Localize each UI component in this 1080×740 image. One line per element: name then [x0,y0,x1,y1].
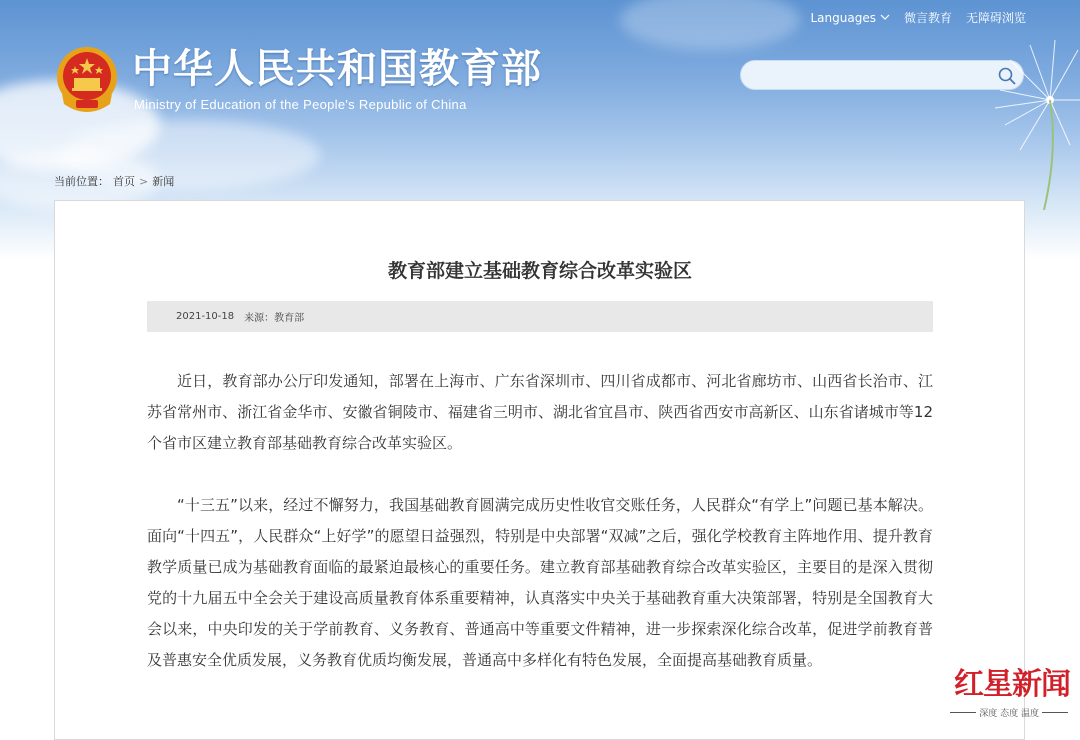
national-emblem-icon[interactable] [54,44,120,114]
site-title[interactable]: 中华人民共和国教育部 [132,46,542,92]
dandelion-decoration [970,30,1080,210]
breadcrumb-current[interactable]: 新闻 [152,175,175,188]
chevron-down-icon [880,14,890,21]
top-links [810,9,1026,26]
article-source: 来源：教育部 [244,313,305,324]
breadcrumb-home[interactable]: 首页 [113,175,135,188]
article-paragraph-2: “十三五”以来，经过不懈努力，我国基础教育圆满完成历史性收官交账任务，人民群众“有学上”问题已基本解决。面向“十四五”，人民群众“上好学”的愿望日益强烈，特别是中央部署“双减”之后，强化学校教育主阵地作用、提升教育教学质量已成为基础教育面临的最紧迫最核心的重要任务。建立教育部基础教育综合改革实验区，主要目的是深入贯彻党的十九届五中全会关于建设高质量教育体系重要精神，认真落实中央关于基础教育重大决策部署，特别是全国教育大会以来，中央印发的关于学前教育、义务教育、普通高中等重要文件精神，进一步探索深化综合改革，促进学前教育普及普惠安全优质发展，义务教育优质均衡发展，普通高中多样化有特色发展，全面提高基础教育质量。 [147,496,933,669]
languages-label: Languages [810,10,876,25]
languages-link[interactable] [810,11,889,25]
watermark-slogan: 深度 态度 温度 [979,709,1039,719]
breadcrumb-prefix: 当前位置： [54,175,109,188]
accessibility-link[interactable]: 无障碍浏览 [965,11,1026,25]
article-date: 2021-10-18 [176,311,235,322]
article-meta [147,301,933,332]
breadcrumb [54,173,174,189]
watermark-brand: 红星新闻 [954,667,1070,702]
article-paragraph-1: 近日，教育部办公厅印发通知，部署在上海市、广东省深圳市、四川省成都市、河北省廊坊市、山西省长治市、江苏省常州市、浙江省金华市、安徽省铜陵市、福建省三明市、湖北省宜昌市、陕西省西安市高新区、山东省诸城市等12个省市区建立教育部基础教育综合改革实验区。 [147,372,933,452]
article-title: 教育部建立基础教育综合改革实验区 [387,260,692,282]
divider [1042,712,1068,713]
divider [950,712,976,713]
breadcrumb-separator: > [139,174,149,188]
weiyan-link[interactable]: 微言教育 [903,11,952,25]
site-subtitle: Ministry of Education of the People's Republic of China [134,97,467,112]
watermark-slogan-row [950,706,1068,719]
